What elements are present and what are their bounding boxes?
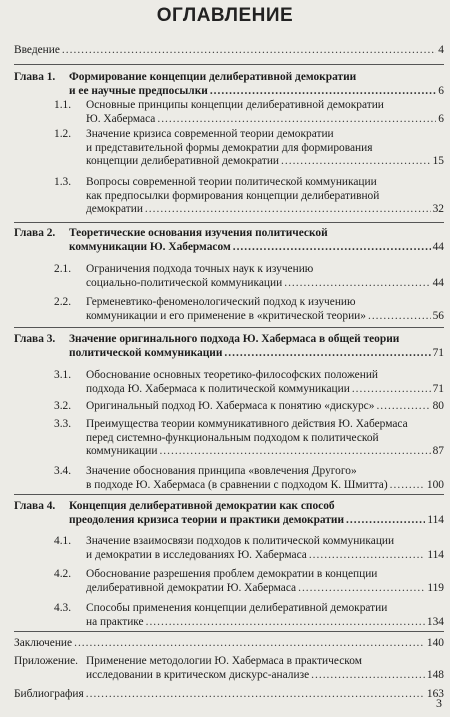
entry-title-line: Заключение	[14, 637, 73, 649]
entry-title	[86, 128, 444, 169]
entry-page-number: 87	[432, 445, 444, 457]
entry-title	[14, 44, 444, 58]
entry-number: 3.1.	[54, 369, 72, 381]
dot-leader	[298, 582, 425, 596]
entry-title-line: социально-политической коммуникации	[86, 276, 283, 289]
page-number: 3	[436, 696, 442, 710]
entry-page-number: 4	[438, 44, 444, 56]
entry-title-line: Преимущества теории коммуникативного действия Ю. Хабермаса	[86, 418, 408, 430]
section-divider	[14, 64, 444, 65]
dot-leader	[284, 277, 430, 291]
entry-number: Глава 2.	[14, 227, 56, 239]
entry-title	[86, 465, 444, 492]
entry-page-number: 44	[432, 240, 444, 253]
dot-leader	[157, 113, 436, 127]
entry-title-line: концепции делиберативной демократии	[86, 155, 280, 167]
section-divider	[14, 494, 444, 495]
dot-leader	[62, 44, 436, 58]
entry-title-line: Ю. Хабермаса	[86, 112, 156, 125]
entry-title	[86, 568, 444, 595]
entry-page-number: 71	[432, 346, 444, 359]
entry-number: Приложение.	[14, 655, 78, 667]
entry-page-number: 140	[426, 637, 444, 649]
entry-page-number: 119	[427, 581, 444, 594]
entry-number: Глава 4.	[14, 500, 56, 512]
dot-leader	[390, 479, 425, 493]
entry-page-number: 114	[427, 548, 444, 561]
entry-number: 4.3.	[54, 602, 72, 614]
entry-title-line: коммуникации Ю. Хабермасом	[69, 240, 231, 253]
section-divider	[14, 327, 444, 328]
entry-title-line: Значение кризиса современной теории демократии	[86, 128, 334, 140]
entry-title-line: и демократии в исследованиях Ю. Хабермаса	[86, 548, 307, 561]
entry-title-line: и ее научные предпосылки	[69, 84, 208, 97]
entry-title	[86, 369, 444, 396]
entry-number: 4.2.	[54, 568, 72, 580]
toc-title: ОГЛАВЛЕНИЕ	[156, 5, 294, 26]
entry-number: 1.2.	[54, 128, 72, 140]
dot-leader	[210, 85, 436, 99]
entry-number: 4.1.	[54, 535, 72, 547]
entry-page-number: 114	[427, 513, 444, 526]
entry-title	[86, 99, 444, 126]
section-divider	[14, 222, 444, 223]
entry-title-line: Значение оригинального подхода Ю. Хабермаса в общей теории	[69, 333, 400, 345]
entry-title-line: демократии	[86, 203, 143, 215]
dot-leader	[309, 549, 426, 563]
entry-page-number: 44	[432, 276, 444, 289]
entry-title-line: Теоретические основания изучения политической	[69, 227, 328, 239]
dot-leader	[145, 203, 431, 217]
entry-number: 2.1.	[54, 263, 72, 275]
entry-title-line: на практике	[86, 615, 144, 628]
entry-page-number: 6	[438, 84, 444, 97]
dot-leader	[159, 445, 430, 459]
dot-leader	[281, 155, 431, 169]
entry-page-number: 32	[432, 203, 444, 215]
dot-leader	[346, 514, 425, 528]
dot-leader	[352, 383, 431, 397]
entry-title-line: Обоснование основных теоретико-философских положений	[86, 369, 379, 381]
entry-title	[69, 333, 444, 360]
entry-title	[86, 602, 444, 629]
entry-title-line: Обоснование разрешения проблем демократии в концепции	[86, 568, 378, 580]
entry-title-line: подхода Ю. Хабермаса к политической коммуникации	[86, 382, 350, 395]
dot-leader	[376, 400, 430, 414]
entry-title	[69, 500, 444, 527]
entry-title-line: Оригинальный подход Ю. Хабермаса к понятию «дискурс»	[86, 400, 375, 412]
entry-title-line: Значение взаимосвязи подходов к политической коммуникации	[86, 535, 395, 547]
entry-title	[86, 176, 444, 217]
entry-title	[69, 227, 444, 254]
entry-page-number: 100	[426, 478, 444, 491]
entry-title	[86, 535, 444, 562]
entry-page-number: 148	[426, 668, 444, 681]
entry-page-number: 163	[426, 688, 444, 700]
entry-title-line: делиберативной демократии Ю. Хабермаса	[86, 581, 297, 594]
entry-page-number: 134	[426, 615, 444, 628]
entry-title-line: Герменевтико-феноменологический подход к изучению	[86, 296, 356, 308]
dot-leader	[224, 347, 430, 361]
entry-number: 1.3.	[54, 176, 72, 188]
entry-number: Глава 3.	[14, 333, 56, 345]
entry-number: 2.2.	[54, 296, 72, 308]
entry-title-line: Концепция делиберативной демократии как способ	[69, 500, 335, 512]
entry-page-number: 56	[432, 309, 444, 322]
dot-leader	[368, 310, 431, 324]
entry-page-number: 15	[432, 155, 444, 167]
section-divider	[14, 631, 444, 632]
entry-title-line: перед системно-функциональным подходом к политической	[86, 431, 379, 444]
entry-title	[86, 655, 444, 682]
entry-title-line: Ограничения подхода точных наук к изучению	[86, 263, 314, 275]
entry-number: Глава 1.	[14, 71, 56, 83]
entry-page-number: 6	[438, 112, 444, 125]
entry-title-line: политической коммуникации	[69, 346, 223, 359]
entry-title	[69, 71, 444, 98]
entry-title-line: Применение методологии Ю. Хабермаса в практическом	[86, 655, 362, 667]
entry-title	[14, 688, 444, 702]
entry-title-line: в подходе Ю. Хабермаса (в сравнении с подходом К. Шмитта)	[86, 478, 388, 491]
entry-title	[86, 418, 444, 459]
entry-title-line: Формирование концепции делиберативной демократии	[69, 71, 357, 83]
entry-title-line: Библиография	[14, 688, 84, 700]
entry-title-line: коммуникации и его применение в «критической теории»	[86, 309, 366, 322]
entry-title	[86, 296, 444, 323]
entry-page-number: 71	[432, 382, 444, 395]
dot-leader	[233, 241, 431, 255]
entry-title-line: и представительной формы демократии для формирования	[86, 141, 373, 154]
entry-number: 3.3.	[54, 418, 72, 430]
entry-title-line: Вопросы современной теории политической коммуникации	[86, 176, 377, 188]
entry-number: 1.1.	[54, 99, 72, 111]
entry-title	[86, 263, 444, 290]
entry-title-line: исследовании в критическом дискурс-анализе	[86, 668, 310, 681]
dot-leader	[86, 688, 425, 702]
entry-title-line: как предпосылки формирования концепции делиберативной	[86, 189, 380, 202]
entry-number: 3.2.	[54, 400, 72, 412]
dot-leader	[74, 637, 425, 651]
entry-title-line: преодоления кризиса теории и практики демократии	[69, 513, 345, 526]
entry-title-line: Введение	[14, 44, 60, 56]
entry-title-line: Основные принципы концепции делиберативной демократии	[86, 99, 384, 111]
entry-title	[86, 400, 444, 414]
entry-title	[14, 637, 444, 651]
dot-leader	[311, 669, 425, 683]
entry-number: 3.4.	[54, 465, 72, 477]
entry-title-line: Значение обоснования принципа «вовлечения Другого»	[86, 465, 357, 477]
entry-title-line: коммуникации	[86, 445, 158, 457]
entry-title-line: Способы применения концепции делиберативной демократии	[86, 602, 388, 614]
entry-page-number: 80	[432, 400, 444, 412]
dot-leader	[146, 616, 425, 630]
